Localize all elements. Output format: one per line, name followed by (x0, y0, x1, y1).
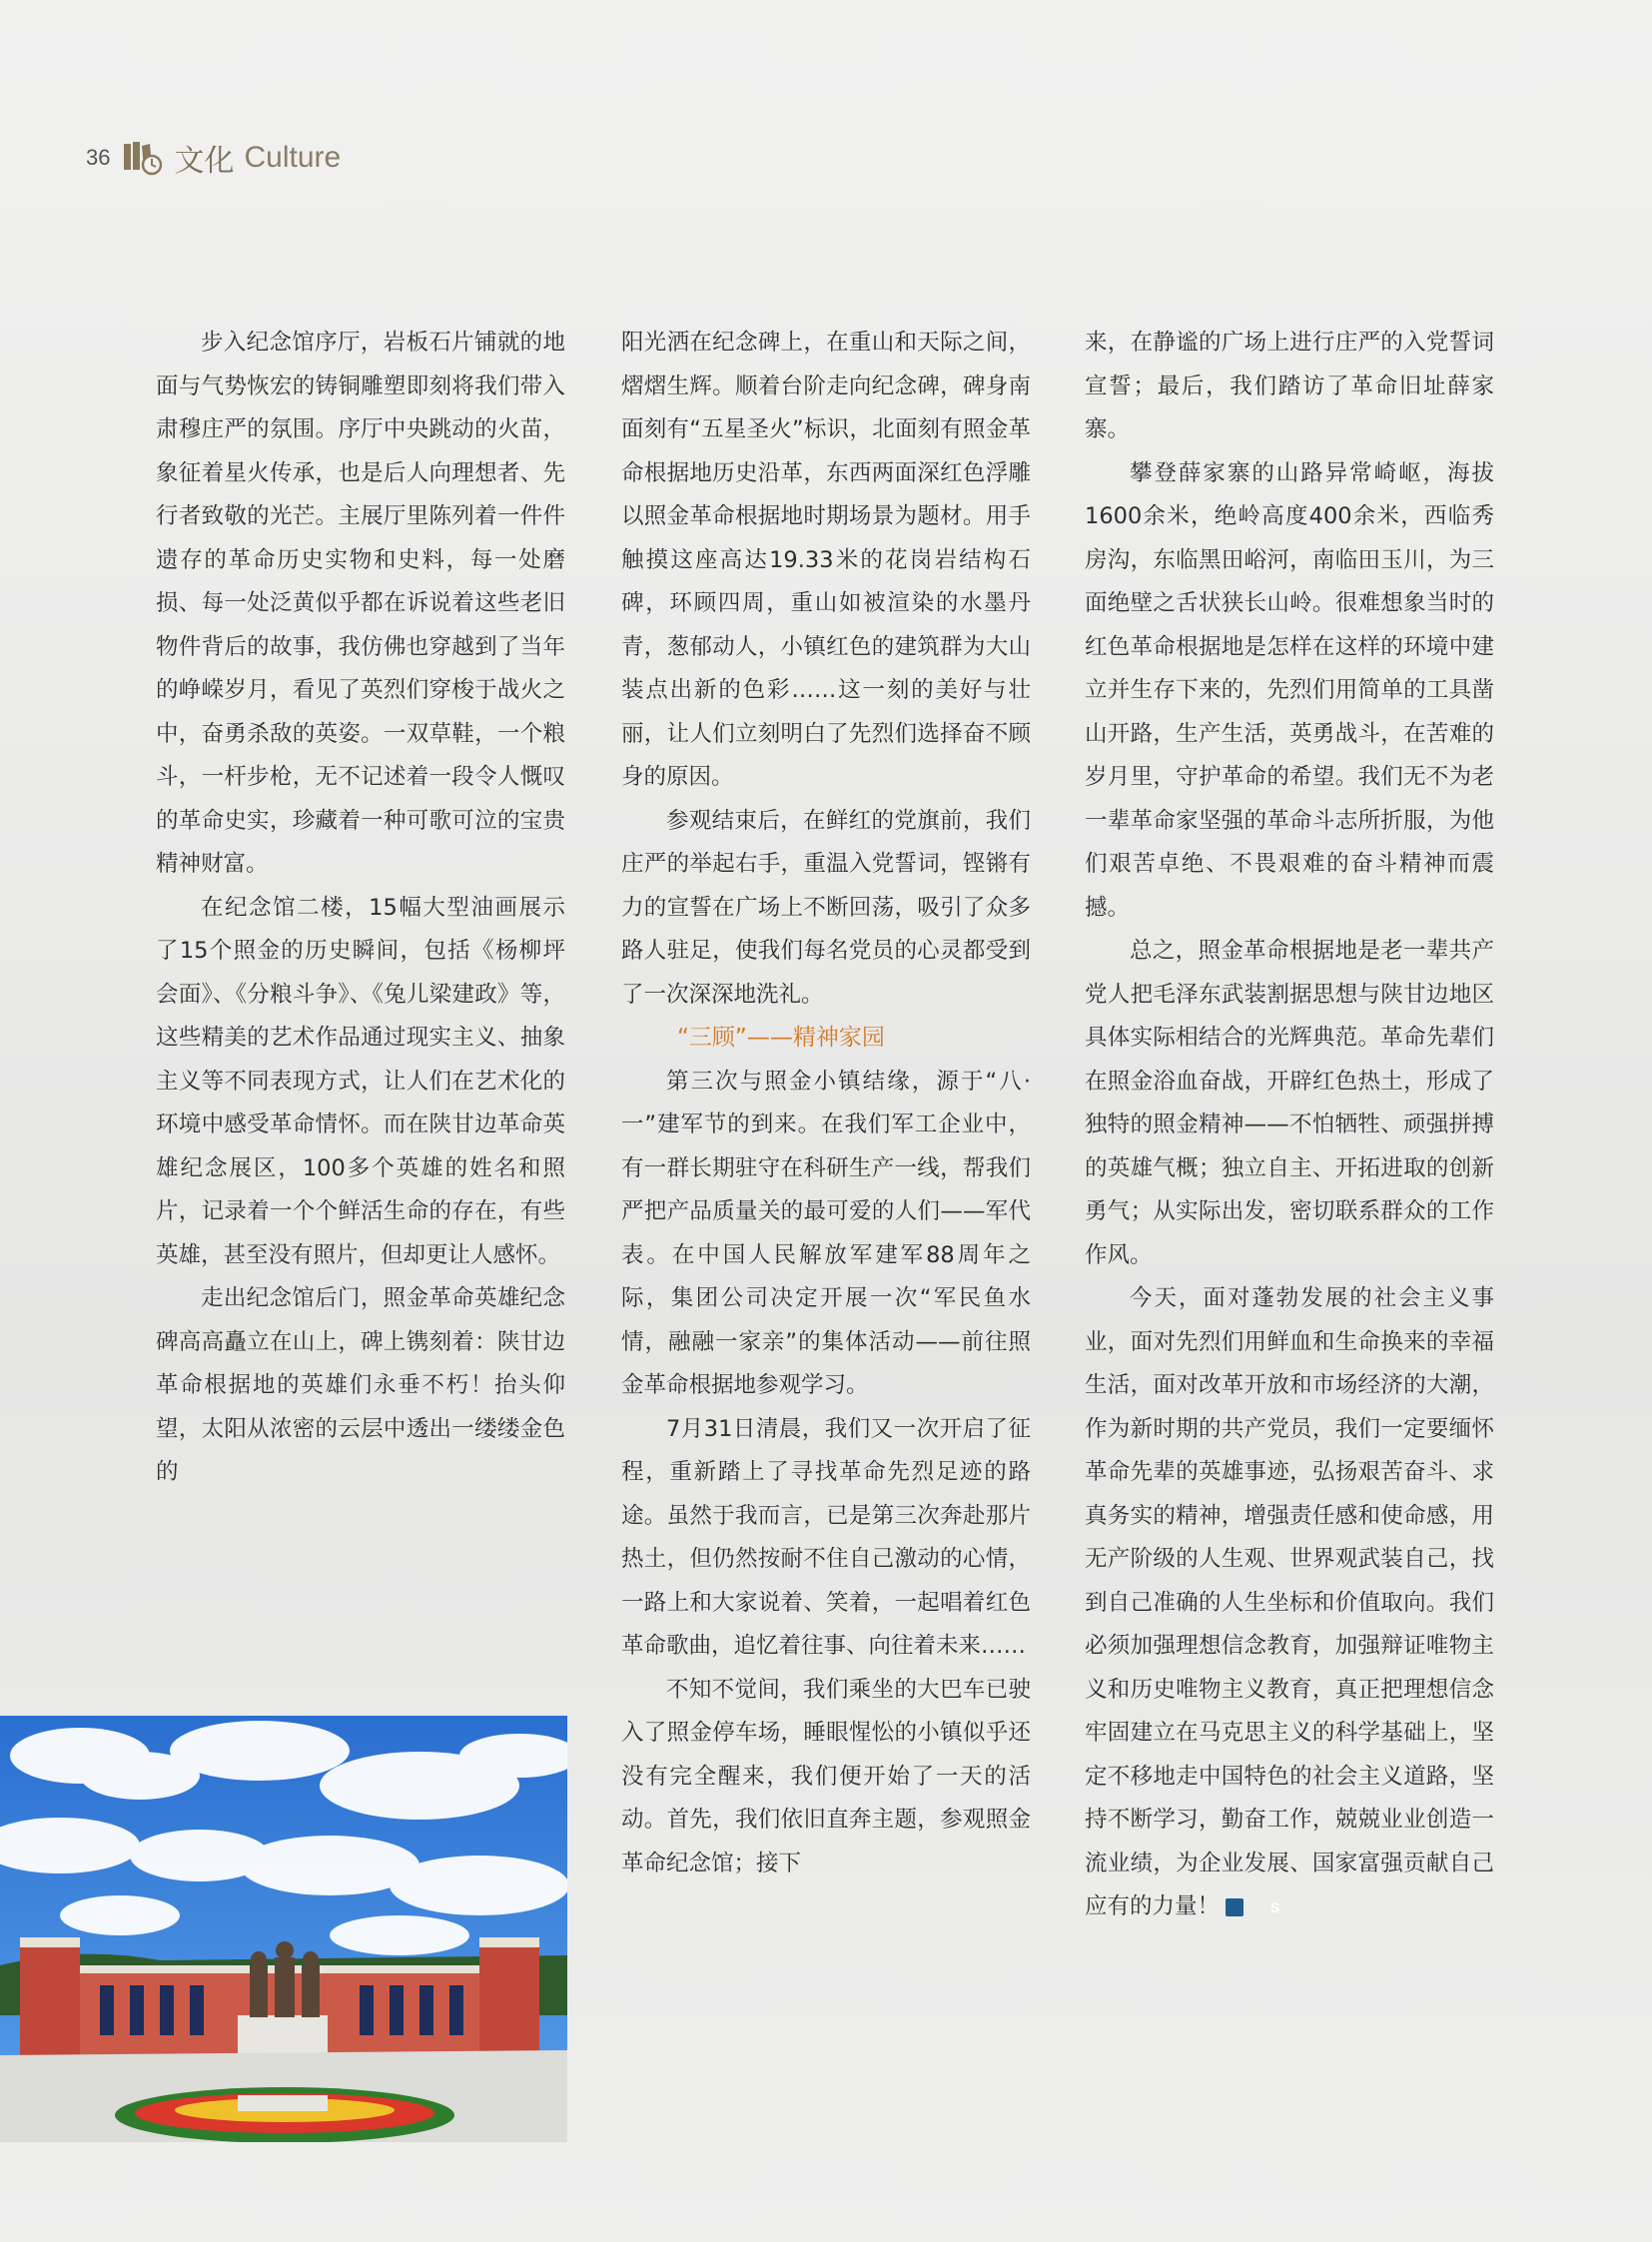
memorial-hall-photo-image (0, 1716, 567, 2142)
page-header (86, 138, 341, 178)
paragraph: 总之，照金革命根据地是老一辈共产党人把毛泽东武装割据思想与陕甘边地区具体实际相结合的光辉典范。革命先辈们在照金浴血奋战，开辟红色热土，形成了独特的照金精神——不怕牺牲、顽强拼搏的英雄气概；独立自主、开拓进取的创新勇气；从实际出发，密切联系群众的工作作风。 (1085, 938, 1494, 1268)
section-title-cn: 文化 (174, 144, 235, 179)
text-column-3 (1085, 322, 1494, 1929)
paragraph (1085, 1277, 1494, 1929)
section-subheading: “三顾”——精神家园 (677, 1025, 885, 1051)
paragraph: 参观结束后，在鲜红的党旗前，我们庄严的举起右手，重温入党誓词，铿锵有力的宣誓在广场上不断回荡，吸引了众多路人驻足，使我们每名党员的心灵都受到了一次深深地洗礼。 (621, 807, 1031, 1008)
section-title-en: Culture (244, 141, 342, 174)
paragraph: 走出纪念馆后门，照金革命英雄纪念碑高高矗立在山上，碑上镌刻着：陕甘边革命根据地的英雄们永垂不朽！抬头仰望，太阳从浓密的云层中透出一缕缕金色的 (156, 1285, 565, 1485)
book-clock-icon (122, 140, 162, 176)
text-column-2 (621, 322, 1031, 1885)
paragraph: 7月31日清晨，我们又一次开启了征程，重新踏上了寻找革命先烈足迹的路途。虽然于我而言，已是第三次奔赴那片热土，但仍然按耐不住自己激动的心情，一路上和大家说着、笑着，一起唱着红色革命歌曲，追忆着往事、向往着未来…… (621, 1415, 1031, 1659)
text-column-1 (156, 322, 565, 1495)
memorial-hall-photo (0, 1716, 567, 2142)
paragraph: 在纪念馆二楼，15幅大型油画展示了15个照金的历史瞬间，包括《杨柳坪会面》、《分粮斗争》、《兔儿梁建政》等，这些精美的艺术作品通过现实主义、抽象主义等不同表现方式，让人们在艺术化的环境中感受革命情怀。而在陕甘边革命英雄纪念展区，100多个英雄的姓名和照片，记录着一个个鲜活生命的存在，有些英雄，甚至没有照片，但却更让人感怀。 (156, 894, 565, 1268)
page-number: 36 (86, 145, 111, 170)
paragraph: 第三次与照金小镇结缘，源于“八·一”建军节的到来。在我们军工企业中，有一群长期驻守在科研生产一线，帮我们严把产品质量关的最可爱的人们——军代表。在中国人民解放军建军88周年之际，集团公司决定开展一次“军民鱼水情，融融一家亲”的集体活动——前往照金革命根据地参观学习。 (621, 1068, 1031, 1398)
paragraph: 阳光洒在纪念碑上，在重山和天际之间，熠熠生辉。顺着台阶走向纪念碑，碑身南面刻有“五星圣火”标识，北面刻有照金革命根据地历史沿革，东西两面深红色浮雕以照金革命根据地时期场景为题材。用手触摸这座高达19.33米的花岗岩结构石碑，环顾四周，重山如被渲染的水墨丹青，葱郁动人，小镇红色的建筑群为大山装点出新的色彩……这一刻的美好与壮丽，让人们立刻明白了先烈们选择奋不顾身的原因。 (621, 330, 1031, 790)
closing-paragraph-text: 今天，面对蓬勃发展的社会主义事业，面对先烈们用鲜血和生命换来的幸福生活，面对改革开放和市场经济的大潮，作为新时期的共产党员，我们一定要缅怀革命先辈的英雄事迹，弘扬艰苦奋斗、求真务实的精神，增强责任感和使命感，用无产阶级的人生观、世界观武装自己，找到自己准确的人生坐标和价值取向。我们必须加强理想信念教育，加强辩证唯物主义和历史唯物主义教育，真正把理想信念牢固建立在马克思主义的科学基础上，坚定不移地走中国特色的社会主义道路，坚持不断学习，勤奋工作，兢兢业业创造一流业绩，为企业发展、国家富强贡献自己应有的力量！ (1085, 1285, 1494, 1919)
end-of-article-icon: S (1226, 1898, 1243, 1916)
paragraph: 攀登薛家寨的山路异常崎岖，海拔1600余米，绝岭高度400余米，西临秀房沟，东临黑田峪河，南临田玉川，为三面绝壁之舌状狭长山岭。很难想象当时的红色革命根据地是怎样在这样的环境中建立并生存下来的，先烈们用简单的工具凿山开路，生产生活，英勇战斗，在苦难的岁月里，守护革命的希望。我们无不为老一辈革命家坚强的革命斗志所折服，为他们艰苦卓绝、不畏艰难的奋斗精神而震撼。 (1085, 459, 1494, 921)
paragraph: 步入纪念馆序厅，岩板石片铺就的地面与气势恢宏的铸铜雕塑即刻将我们带入肃穆庄严的氛围。序厅中央跳动的火苗，象征着星火传承，也是后人向理想者、先行者致敬的光芒。主展厅里陈列着一件件遗存的革命历史实物和史料，每一处磨损、每一处泛黄似乎都在诉说着这些老旧物件背后的故事，我仿佛也穿越到了当年的峥嵘岁月，看见了英烈们穿梭于战火之中，奋勇杀敌的英姿。一双草鞋，一个粮斗，一杆步枪，无不记述着一段令人慨叹的革命史实，珍藏着一种可歌可泣的宝贵精神财富。 (156, 330, 565, 877)
paragraph: 来，在静谧的广场上进行庄严的入党誓词宣誓；最后，我们踏访了革命旧址薛家寨。 (1085, 330, 1494, 442)
paragraph: 不知不觉间，我们乘坐的大巴车已驶入了照金停车场，睡眼惺忪的小镇似乎还没有完全醒来，我们便开始了一天的活动。首先，我们依旧直奔主题，参观照金革命纪念馆；接下 (621, 1676, 1031, 1876)
